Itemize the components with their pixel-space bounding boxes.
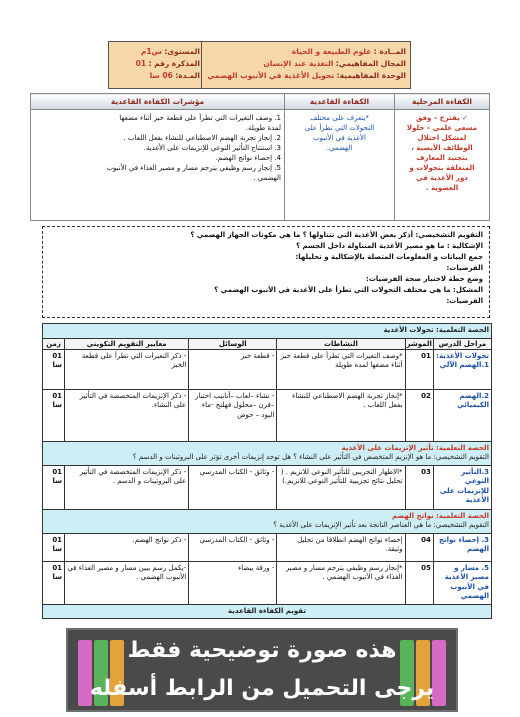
time-cell: 01 سا	[43, 561, 65, 604]
level-label: المستوى:	[164, 46, 200, 56]
table-row	[43, 349, 492, 389]
num-cell: 05	[405, 561, 433, 604]
problem-question: المشكل: ما هي مختلف التحولات التي تطرأ على الأغذية في الأنبوب الهضمي ؟	[214, 286, 483, 294]
criteria-cell: - ذكر التغيرات التي تطرأ على قطعة الخبز	[65, 349, 189, 389]
num-cell: 01	[405, 349, 433, 389]
banner-line-2: يرجى التحميل من الرابط أسفله	[89, 676, 435, 701]
activity-cell: إحصاء نواتج الهضم انطلاقا من تحليل وثيقة.	[277, 533, 405, 561]
banner-line-1: هذه صورة توضيحية فقط	[127, 638, 397, 663]
field-label: المجال المفاهيمي:	[335, 58, 406, 68]
stage-cell: 5. مسار و مصير الأغذية في الأنبوب الهضمي	[433, 561, 491, 604]
tools-cell: - وثائق - الكتاب المدرسي	[189, 465, 277, 509]
section-3-question: التقويم التشخيصي: ما هي العناصر الناتجة بعد تأثير الإنزيمات على الأغذية ؟	[273, 521, 489, 529]
header-right-column	[201, 42, 410, 88]
table-row	[43, 389, 492, 441]
section-title-3: الحصة التعلمية: نواتج الهضم	[392, 511, 489, 520]
base-competence-cell: *يتعرف على مختلف التحولات التي تطرأ على الأغذية في الأنبوب الهضمي.	[285, 110, 395, 221]
table-row	[43, 533, 492, 561]
preview-banner	[66, 628, 458, 712]
note-value: 01	[135, 58, 147, 68]
hypotheses-label-2: الفرضيات:	[446, 297, 483, 305]
diagnostic-box	[42, 226, 490, 318]
section-title-1: الحصة التعلمية: تحولات الأغذية	[43, 324, 492, 339]
section-2	[43, 441, 492, 465]
duration-value: 06 سا	[149, 70, 173, 80]
tools-cell: - ورقة بيضاء	[189, 561, 277, 604]
time-cell: 01 سا	[43, 349, 65, 389]
head-time: زمن	[43, 338, 65, 349]
tools-cell: - وثائق - الكتاب المدرسي	[189, 533, 277, 561]
data-collection: جمع البيانات و المعلومات المتصلة بالإشكالية و تحليلها:	[295, 253, 483, 261]
criteria-cell: -يكمل رسم يبين مسار و مصير الغذاء في الأنبوب الهضمي .	[65, 561, 189, 604]
col-base-competence: الكفاءة القاعدية	[285, 94, 395, 110]
field-value: التغذية عند الإنسان	[263, 58, 334, 68]
competence-table	[30, 93, 490, 221]
final-competence-cell: ✓ يقترح – وفق مسعى علمي – حلولا لمشكل اختلال الوظائف الأيضية ، بتجنيد المعارف المتعلقة بتحولات و دور الأغذية في العضوية .	[395, 110, 490, 221]
note-label: المذكرة رقم :	[148, 58, 200, 68]
tools-cell: - قطعة خبز	[189, 349, 277, 389]
lesson-stages-table	[42, 323, 492, 619]
subject-value: علوم الطبيعة و الحياة	[291, 46, 372, 56]
criteria-cell: - ذكر نواتج الهضم.	[65, 533, 189, 561]
footer-title: تقويم الكفاءة القاعدية	[43, 604, 492, 619]
header-left-column	[109, 42, 204, 88]
stage-cell: 3.التأثير النوعي للإنزيمات على الأغذية	[433, 465, 491, 509]
table-row	[43, 465, 492, 509]
stage-cell: تحولات الأغذية: 1.الهضم الآلي	[433, 349, 491, 389]
col-indicators: مؤشرات الكفاءة القاعدية	[31, 94, 285, 110]
head-tools: الوسائل	[189, 338, 277, 349]
subject-label: المــادة :	[373, 46, 406, 56]
section-3	[43, 509, 492, 533]
time-cell: 01 سا	[43, 533, 65, 561]
duration-label: المـدة:	[175, 70, 200, 80]
head-activities: النشاطات	[277, 338, 405, 349]
head-indicator: الموشر	[406, 339, 432, 348]
activity-cell: *إنجاز تجربة الهضم الاصطناعي للنشاء بفعل اللعاب .	[277, 389, 405, 441]
stage-cell: 3. إحصاء نواتج الهضم	[433, 533, 491, 561]
head-criteria: معايير التقويم التكويني	[65, 338, 189, 349]
num-cell: 03	[405, 465, 433, 509]
problem-statement: الإشكالية : ما هو مصير الأغذية المتناولة داخل الجسم ؟	[296, 242, 483, 250]
col-final-competence: الكفاءة المرحلية	[395, 94, 490, 110]
level-value: س1م	[140, 46, 162, 56]
section-2-question: التقويم التشخيصي: ما هو الإنزيم المتخصص في التأثير على النشاء ؟ هل توجد إنزيمات أخرى تؤثر على البروتينات و الدسم ؟	[132, 453, 489, 461]
head-stage: مراحل الدرس	[433, 338, 491, 349]
section-title-2: الحصة التعلمية: تأثير الإنزيمات على الأغذية	[341, 443, 489, 452]
activity-cell: *إنجاز رسم وظيفي يترجم مسار و مصير الغذاء في الأنبوب الهضمي .	[277, 561, 405, 604]
test-plan: وضع خطة لاختبار صحة الفرضيات:	[366, 275, 483, 283]
unit-value: تحويل الأغذية في الأنبوب الهضمي	[207, 70, 335, 80]
num-cell: 02	[405, 389, 433, 441]
stage-cell: 2.الهضم الكيميائي	[433, 389, 491, 441]
hypotheses-label: الفرضيات:	[446, 264, 483, 272]
activity-cell: *وصف التغيرات التي تطرأ على قطعة خبز أثناء مضغها لمدة طويلة	[277, 349, 405, 389]
time-cell: 01 سا	[43, 389, 65, 441]
indicators-cell: 1. وصف التغيرات التي تطرأ على قطعة خبز أثناء مضغها لمدة طويلة. 2. إنجاز تجربة الهضم الاصطناعي للنشاء بفعل اللعاب . 3. استنتاج التأثير النوعي للإنزيمات على الأغذية. 4. إحصاء نواتج الهضم. 5. إنجاز رسم وظيفي يترجم مسار و مصير الغذاء في الأنبوب الهضمي .	[31, 110, 285, 221]
criteria-cell: - ذكر الإنزيمات المتخصصة في التأثير على البروتينات و الدسم .	[65, 465, 189, 509]
lesson-header	[108, 41, 411, 89]
criteria-cell: - ذكر الإنزيمات المتخصصة في التأثير على النشاء.	[65, 389, 189, 441]
table-row	[43, 561, 492, 604]
activity-cell: *الاظهار التجريبي للتأثير النوعي للانزيم . ( تحليل نتائج تجريبية للتأثير النوعي للانزيم.)	[277, 465, 405, 509]
time-cell: 01 سا	[43, 465, 65, 509]
diagnostic-question: التقويم التشخيصي: أذكر بعض الأغذية التي تتناولها ؟ ما هي مكونات الجهاز الهضمي ؟	[190, 231, 483, 239]
tools-cell: - نشاء –لعاب –أنابيب اختبار –فرن –محلول فهلنج -ماء اليود – حوض	[189, 389, 277, 441]
unit-label: الوحدة المفاهيمية:	[336, 70, 406, 80]
num-cell: 04	[405, 533, 433, 561]
